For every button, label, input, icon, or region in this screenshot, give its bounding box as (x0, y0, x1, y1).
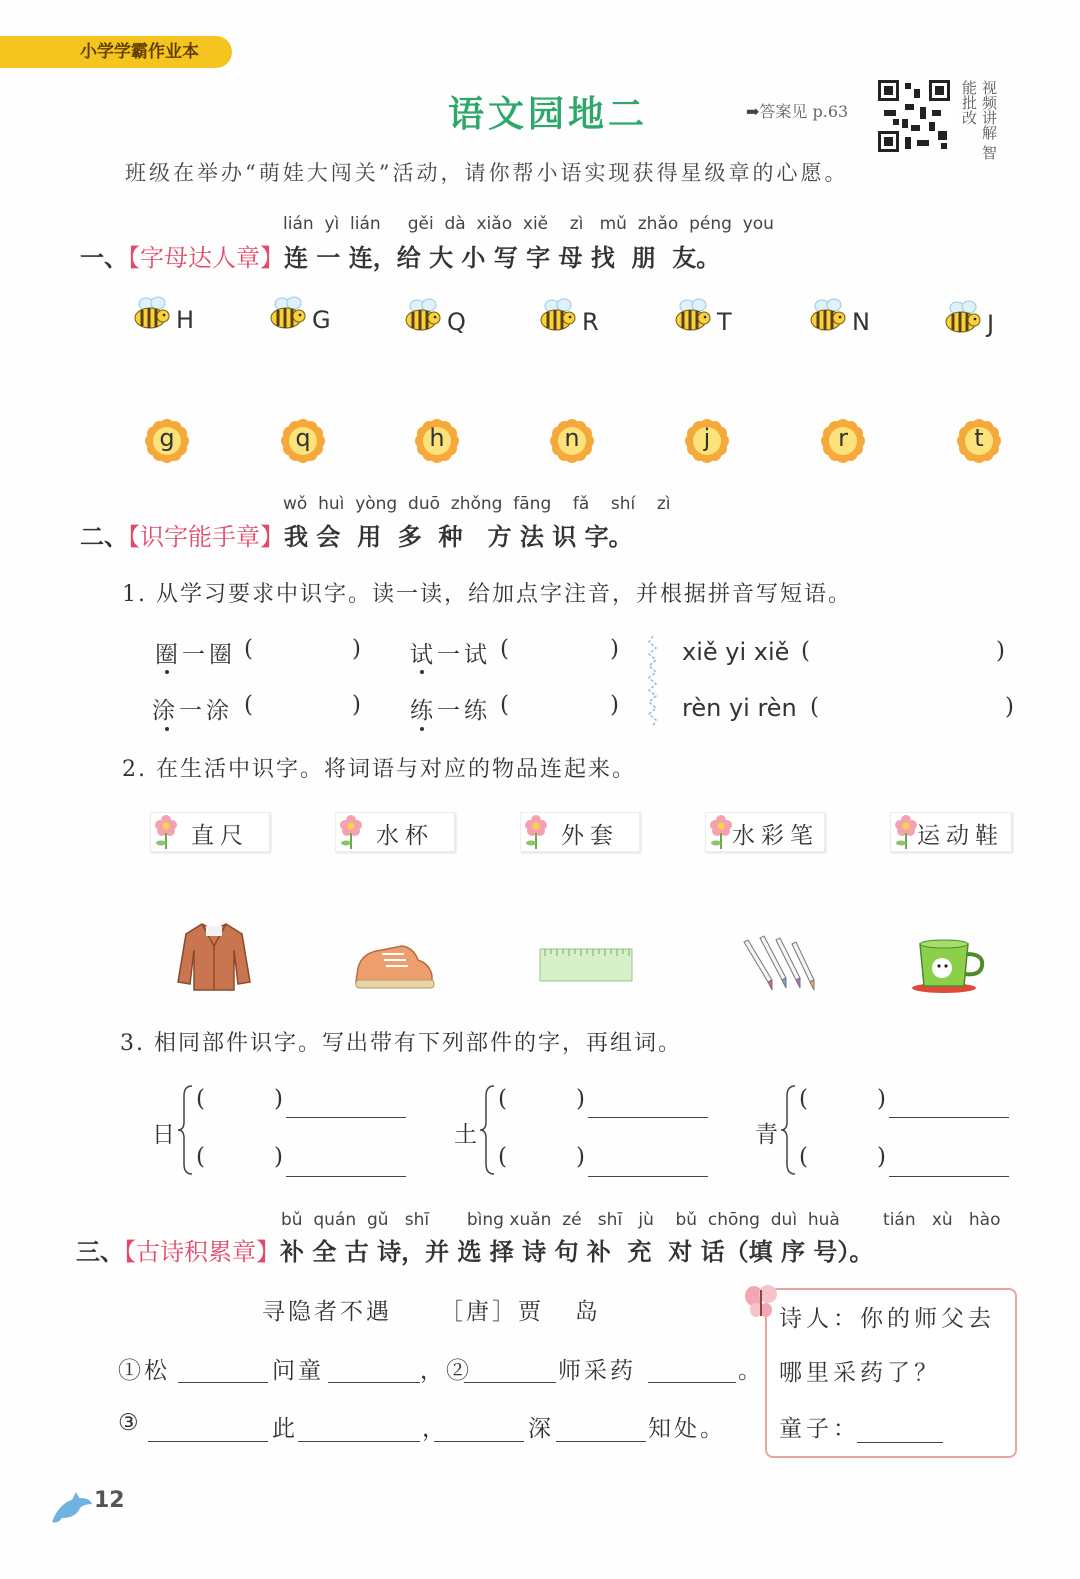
q3-paren-open: ( (799, 1086, 808, 1112)
section3-pinyin: bǔ quán gǔ shī bìng xuǎn zé shī jù bǔ chōng duì huà tián xù hào (281, 1210, 1001, 1230)
poem-author: ［唐］贾 岛 (440, 1299, 601, 1325)
uppercase-letter: H (176, 306, 195, 334)
poem-title: 寻隐者不遇 (262, 1299, 392, 1325)
q1-paren-close-2: ) (610, 636, 619, 662)
page-number: 12 (94, 1488, 125, 1513)
q3-word-blank[interactable] (588, 1117, 708, 1118)
uppercase-letter: G (312, 306, 331, 334)
q3-word-blank[interactable] (588, 1176, 708, 1177)
bee-icon (132, 296, 172, 332)
poem-line2-part3: ， (422, 1416, 448, 1442)
bee-icon (268, 296, 308, 332)
poem-blank-4[interactable] (648, 1382, 736, 1383)
section1-heading (80, 238, 720, 273)
flower-card-2[interactable] (280, 418, 326, 464)
lowercase-letter: q (295, 424, 311, 452)
section2-pinyin: wǒ huì yòng duō zhǒng fāng fǎ shí zì (283, 494, 671, 514)
poem-blank-3[interactable] (464, 1382, 556, 1383)
dialogue-line-1: 诗人：你的师父去 (779, 1306, 995, 1332)
q1-paren-open-6: ( (810, 694, 819, 720)
lowercase-letter: j (703, 424, 711, 452)
section2-number: 二、 (80, 522, 128, 551)
dialogue-line-3: 童子： (779, 1416, 860, 1442)
answer-reference (746, 99, 848, 122)
answer-ref-text: 答案见 p.63 (759, 102, 849, 121)
bee-card-2[interactable] (268, 296, 331, 336)
lowercase-letter: r (838, 424, 848, 452)
q3-paren-open: ( (196, 1086, 205, 1112)
q1-word-3: 涂一涂 (152, 698, 233, 724)
word-card-4[interactable] (705, 812, 825, 852)
word-card-1[interactable] (150, 812, 270, 852)
word-card-label: 水彩笔 (732, 823, 819, 849)
q3-paren-close: ) (274, 1144, 283, 1170)
section2-heading (80, 517, 633, 552)
q3-paren-close: ) (877, 1144, 886, 1170)
flower-card-7[interactable] (956, 418, 1002, 464)
q1-paren-open-4: ( (500, 692, 509, 718)
poem-line2-part1: ③ (118, 1410, 142, 1436)
q3-paren-close: ) (877, 1086, 886, 1112)
cup-image[interactable] (910, 938, 988, 994)
poem-blank-2[interactable] (328, 1382, 420, 1383)
poem-line2-part2: 此 (272, 1416, 298, 1442)
bee-icon (943, 300, 983, 336)
section3-number: 三、 (76, 1237, 124, 1266)
section1-tag: 【字母达人章】 (128, 244, 284, 272)
ruler-image[interactable] (539, 948, 633, 982)
flower-icon (338, 813, 364, 851)
word-card-label: 水杯 (376, 823, 434, 849)
arrow-right-icon: ➡ (746, 102, 760, 121)
qr-label-video: 视频讲解 (980, 80, 998, 140)
component-char: 日 (152, 1122, 179, 1148)
bee-card-7[interactable] (943, 300, 995, 340)
bee-card-1[interactable] (132, 296, 195, 336)
q1-paren-open-2: ( (500, 636, 509, 662)
section1-text: 连 一 连，给 大 小 写 字 母 找 朋 友。 (284, 243, 721, 272)
poem-line1-part3: ，② (420, 1358, 472, 1384)
bee-card-4[interactable] (538, 298, 599, 338)
bee-card-3[interactable] (403, 298, 466, 338)
flower-icon (893, 813, 919, 851)
lowercase-letter: g (159, 424, 175, 452)
poem-line1-part2: 问童 (272, 1358, 324, 1384)
word-card-label: 运动鞋 (917, 823, 1004, 849)
q1-paren-open-1: ( (244, 636, 253, 662)
uppercase-letter: N (852, 308, 870, 336)
qr-code-icon[interactable] (878, 80, 950, 152)
q1-paren-close-3: ) (352, 692, 361, 718)
word-card-5[interactable] (890, 812, 1012, 852)
q3-paren-open: ( (498, 1086, 507, 1112)
q1-paren-open-5: ( (801, 638, 810, 664)
sneaker-image[interactable] (352, 938, 436, 994)
qr-label-grading: 智能批改 (960, 80, 998, 160)
q1-word-2: 试一试 (410, 642, 491, 668)
bee-card-5[interactable] (673, 298, 732, 338)
poem-blank-6[interactable] (298, 1441, 420, 1442)
poem-line1-part1: ①松 (118, 1358, 170, 1384)
q3-paren-close: ) (576, 1144, 585, 1170)
q3-word-blank[interactable] (889, 1117, 1009, 1118)
q3-paren-close: ) (576, 1086, 585, 1112)
q3-word-blank[interactable] (286, 1117, 406, 1118)
flower-card-5[interactable] (684, 418, 730, 464)
word-card-label: 外套 (561, 823, 619, 849)
flower-icon (523, 813, 549, 851)
word-card-3[interactable] (520, 812, 640, 852)
uppercase-letter: J (987, 310, 995, 338)
lowercase-letter: t (974, 424, 984, 452)
brace-icon (781, 1084, 797, 1176)
section3-text: 补 全 古 诗，并 选 择 诗 句 补 充 对 话（填 序 号）。 (280, 1237, 874, 1266)
dialogue-box (765, 1288, 1017, 1458)
poem-line2-part4: 深 (528, 1416, 554, 1442)
dialogue-blank[interactable] (857, 1442, 943, 1443)
uppercase-letter: Q (447, 308, 466, 336)
page-title: 语文园地二 (448, 94, 649, 135)
brace-icon (178, 1084, 194, 1176)
q1-pinyin-1: xiě yi xiě (682, 638, 790, 666)
dialogue-line-2: 哪里采药了？ (779, 1360, 941, 1386)
section2-text: 我 会 用 多 种 方 法 识 字。 (284, 522, 633, 551)
q3-paren-open: ( (196, 1144, 205, 1170)
bee-card-6[interactable] (808, 298, 870, 338)
flower-card-4[interactable] (549, 418, 595, 464)
q3-paren-open: ( (799, 1144, 808, 1170)
section3-heading (76, 1232, 873, 1267)
dolphin-icon (50, 1492, 94, 1528)
q1-paren-close-5: ) (996, 638, 1005, 664)
markers-image[interactable] (738, 934, 820, 992)
poem-line1-part5: 。 (738, 1358, 764, 1384)
q1-word-1: 圈一圈 (155, 642, 236, 668)
divider-wave (646, 636, 660, 726)
q3-word-blank[interactable] (286, 1176, 406, 1177)
flower-card-1[interactable] (144, 418, 190, 464)
intro-text: 班级在举办“萌娃大闯关”活动，请你帮小语实现获得星级章的心愿。 (125, 161, 849, 185)
section1-number: 一、 (80, 243, 128, 272)
bee-icon (673, 298, 713, 334)
section3-tag: 【古诗积累章】 (124, 1238, 280, 1266)
poem-blank-5[interactable] (148, 1441, 268, 1442)
poem-blank-7[interactable] (434, 1441, 524, 1442)
flower-card-6[interactable] (820, 418, 866, 464)
q1-word-4: 练一练 (410, 698, 491, 724)
section2-tag: 【识字能手章】 (128, 523, 284, 551)
flower-icon (153, 813, 179, 851)
uppercase-letter: T (717, 308, 732, 336)
flower-icon (708, 813, 734, 851)
uppercase-letter: R (582, 308, 599, 336)
q3-paren-close: ) (274, 1086, 283, 1112)
flower-card-3[interactable] (414, 418, 460, 464)
bee-icon (538, 298, 578, 334)
lowercase-letter: n (564, 424, 580, 452)
q1-paren-close-6: ) (1005, 694, 1014, 720)
word-card-2[interactable] (335, 812, 455, 852)
q3-paren-open: ( (498, 1144, 507, 1170)
question-2: 2. 在生活中识字。将词语与对应的物品连起来。 (122, 757, 636, 782)
poem-blank-8[interactable] (556, 1441, 646, 1442)
poem-line2-part5: 知处。 (648, 1416, 726, 1442)
bee-icon (808, 298, 848, 334)
word-card-label: 直尺 (191, 823, 249, 849)
butterfly-icon (744, 1284, 778, 1320)
poem-line1-part4: 师采药 (558, 1358, 636, 1384)
section1-pinyin: lián yì lián gěi dà xiǎo xiě zì mǔ zhǎo péng you (283, 214, 774, 234)
component-char: 土 (454, 1122, 481, 1148)
lowercase-letter: h (429, 424, 445, 452)
jacket-image[interactable] (176, 920, 252, 992)
brace-icon (480, 1084, 496, 1176)
book-banner: 小学学霸作业本 (0, 36, 232, 68)
question-3: 3. 相同部件识字。写出带有下列部件的字，再组词。 (120, 1031, 682, 1056)
q1-pinyin-2: rèn yi rèn (682, 694, 797, 722)
q1-paren-close-1: ) (352, 636, 361, 662)
question-1: 1. 从学习要求中识字。读一读，给加点字注音，并根据拼音写短语。 (122, 582, 852, 607)
q1-paren-close-4: ) (610, 692, 619, 718)
bee-icon (403, 298, 443, 334)
q3-word-blank[interactable] (889, 1176, 1009, 1177)
component-char: 青 (755, 1122, 782, 1148)
poem-blank-1[interactable] (178, 1382, 268, 1383)
q1-paren-open-3: ( (244, 692, 253, 718)
